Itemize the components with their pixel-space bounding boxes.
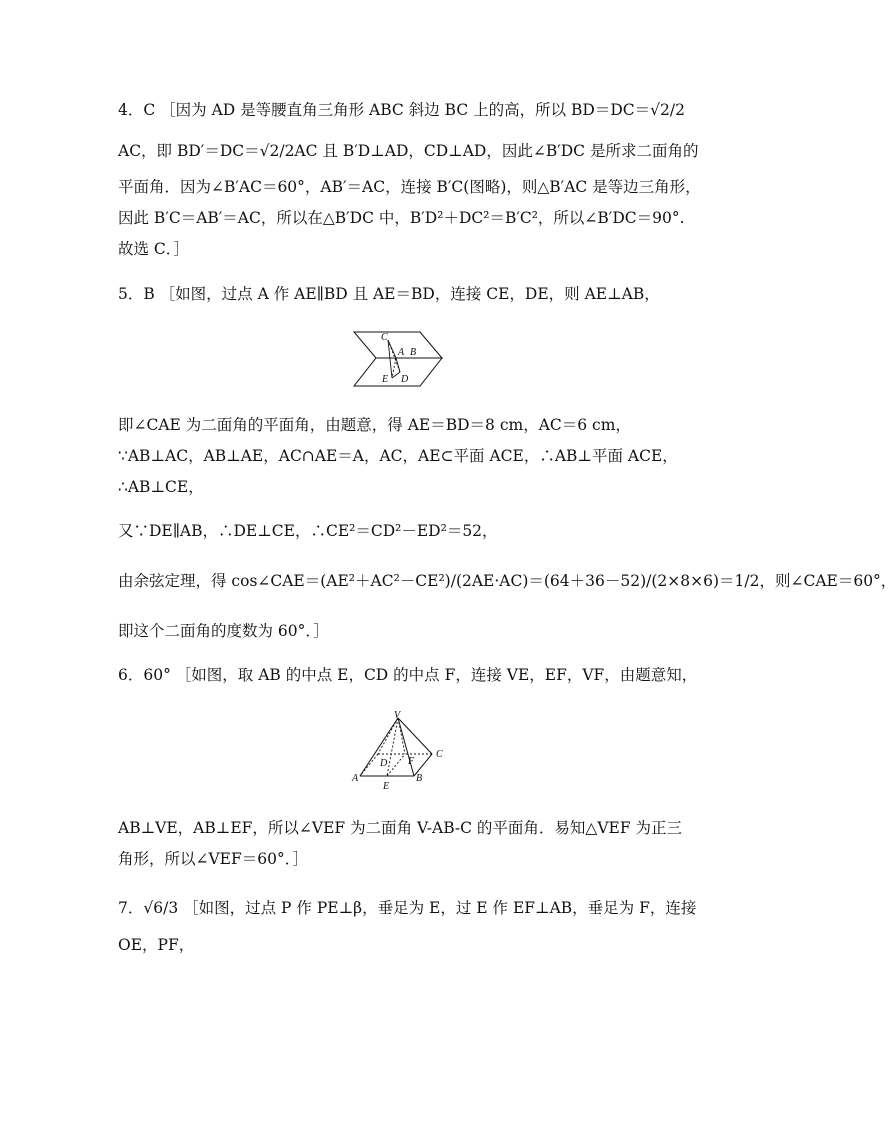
- q5-line-2: 即∠CAE 为二面角的平面角，由题意，得 AE＝BD＝8 cm，AC＝6 cm，: [118, 416, 631, 434]
- q4-line-3: 平面角．因为∠B′AC＝60°，AB′＝AC，连接 B′C(图略)，则△B′AC 是等边三角形，: [118, 178, 701, 196]
- q6-label-e: E: [383, 781, 390, 792]
- q6-line-1: 6．60° ［如图，取 AB 的中点 E，CD 的中点 F，连接 VE，EF，VF，由题意知，: [118, 666, 698, 684]
- q5-label-a: A: [398, 347, 405, 358]
- q6-label-a: A: [352, 773, 359, 784]
- q6-label-b: B: [416, 773, 423, 784]
- q5-line-5: 又∵DE∥AB，∴DE⊥CE，∴CE²＝CD²－ED²＝52，: [118, 522, 498, 540]
- q5-line-1: 5．B ［如图，过点 A 作 AE∥BD 且 AE＝BD，连接 CE，DE，则 AE⊥AB，: [118, 285, 660, 303]
- q7-line-1: 7．√6/3 ［如图，过点 P 作 PE⊥β，垂足为 E，过 E 作 EF⊥AB，垂足为 F，连接: [118, 899, 697, 917]
- q6-label-f: F: [408, 756, 415, 767]
- q5-dihedral-figure: [348, 324, 448, 392]
- q4-line-1: 4．C ［因为 AD 是等腰直角三角形 ABC 斜边 BC 上的高，所以 BD＝DC＝√2/2: [118, 101, 685, 119]
- q5-label-c: C: [381, 332, 388, 343]
- q6-label-d: D: [380, 758, 388, 769]
- q4-line-4: 因此 B′C＝AB′＝AC，所以在△B′DC 中，B′D²＋DC²＝B′C²，所以∠B′DC＝90°.: [118, 209, 685, 227]
- q5-line-4: ∴AB⊥CE，: [118, 478, 204, 496]
- q5-label-d: D: [401, 374, 409, 385]
- q6-label-v: V: [394, 710, 401, 721]
- q6-pyramid-figure: [348, 710, 454, 796]
- q4-line-5: 故选 C．］: [118, 240, 190, 258]
- q6-line-2: AB⊥VE，AB⊥EF，所以∠VEF 为二面角 V-AB-C 的平面角．易知△VEF 为正三: [118, 819, 683, 837]
- q4-line-2: AC，即 BD′＝DC＝√2/2AC 且 B′D⊥AD，CD⊥AD，因此∠B′DC 是所求二面角的: [118, 142, 699, 160]
- q7-line-2: OE，PF，: [118, 936, 195, 954]
- q5-line-6: 由余弦定理，得 cos∠CAE＝(AE²＋AC²－CE²)/(2AE·AC)＝(64＋36－52)/(2×8×6)＝1/2，则∠CAE＝60°，: [118, 572, 896, 590]
- q5-line-7: 即这个二面角的度数为 60°．］: [118, 622, 329, 640]
- q5-label-b: B: [410, 347, 417, 358]
- q5-label-e: E: [382, 374, 389, 385]
- q6-label-c: C: [436, 749, 443, 760]
- q5-line-3: ∵AB⊥AC，AB⊥AE，AC∩AE＝A，AC，AE⊂平面 ACE，∴AB⊥平面 ACE，: [118, 447, 678, 465]
- q6-line-3: 角形，所以∠VEF＝60°．］: [118, 850, 308, 868]
